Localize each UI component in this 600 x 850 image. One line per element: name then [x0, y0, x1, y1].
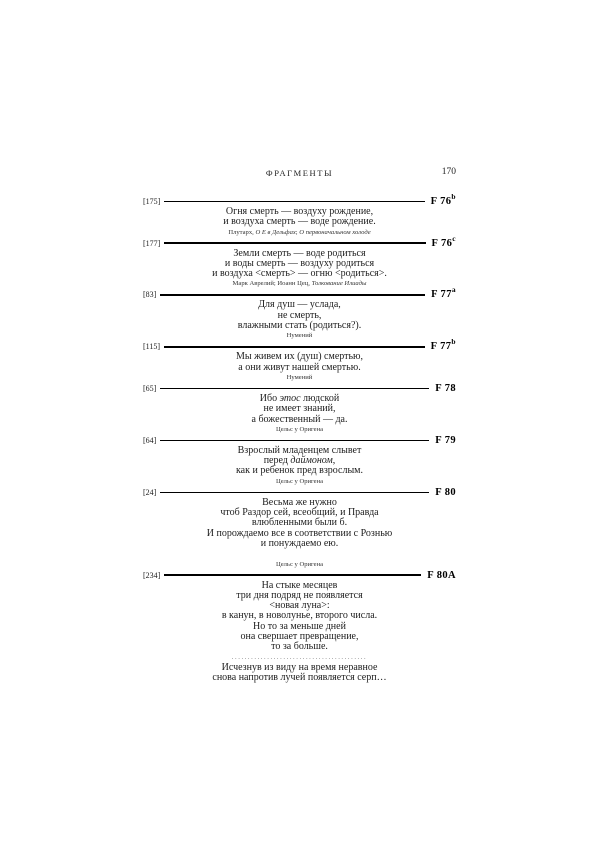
- fragment-header: [143, 285, 456, 301]
- fragment-header: [143, 436, 456, 445]
- fragment-text: [143, 446, 456, 477]
- fragment-line: а они живут нашей смертью.: [238, 361, 361, 373]
- page-title: ФРАГМЕНТЫ: [265, 168, 334, 178]
- fragment-rule: [164, 346, 425, 347]
- fragment-line: не имеет знаний,: [263, 403, 336, 415]
- fragment-rule: [164, 201, 424, 202]
- fragment-text: [143, 352, 456, 373]
- fragment-ref: [177]: [143, 238, 161, 248]
- fragment-line: и воздуха <смерть> — огню <родиться>.: [212, 268, 387, 280]
- fragment-line: чтоб Раздор сей, всеобщий, и Правда: [220, 507, 379, 519]
- running-header: [143, 168, 456, 178]
- fragment-header: [143, 337, 456, 353]
- page-content: [143, 168, 456, 684]
- fragment-source: Плутарх, О Е в Дельфах; О первоначальном холоде: [228, 228, 371, 236]
- fragment-ref: [24]: [143, 487, 157, 497]
- fragment-line: перед даймоном,: [263, 455, 336, 467]
- fragment-source: Цельс у Оригена: [275, 477, 324, 485]
- fragment-source: Нумений: [286, 332, 313, 340]
- fragment-line: как и ребенок пред взрослым.: [235, 465, 364, 477]
- fragment-line: в канун, в новолунье, второго числа.: [221, 610, 378, 622]
- fragment-ref: [64]: [143, 435, 157, 445]
- fragment: [143, 337, 456, 382]
- fragment-header: [143, 233, 456, 249]
- fragment-line: три дня подряд не появляется: [236, 589, 363, 601]
- fragment: [143, 436, 456, 486]
- fragment-ref: [115]: [143, 342, 161, 352]
- fragment-line: Ибо этос людской: [259, 392, 340, 404]
- fragment-line: влюбленными были б.: [251, 517, 348, 529]
- fragment-label: F 76$^b$: [430, 192, 456, 207]
- fragment-label: F 78: [435, 382, 456, 394]
- fragment: [143, 285, 456, 340]
- fragment-line: Взрослый младенцем слывет: [237, 444, 362, 456]
- fragment-source: Нумений: [286, 373, 313, 381]
- fragment-line: снова напротив лучей появляется серп…: [212, 672, 387, 684]
- fragment: [143, 384, 456, 434]
- fragment-line: Исчезнув из виду на время неравное: [221, 661, 378, 673]
- fragment-label: F 77$^a$: [431, 285, 456, 301]
- fragment-label: F 80A: [427, 569, 456, 581]
- fragment-line: [143, 549, 456, 559]
- fragment-ref: [65]: [143, 383, 157, 393]
- fragment-ref: [83]: [143, 290, 157, 300]
- fragment-line: не смерть,: [277, 309, 322, 321]
- fragment-line: Весьма же нужно: [262, 496, 337, 508]
- fragment-header: [143, 488, 456, 497]
- fragment-line: ..........................................: [231, 653, 368, 661]
- fragment-source: Марк Аврелий; Иоанн Цец, Толкование Илиады: [232, 280, 367, 288]
- fragment-ref: [175]: [143, 197, 161, 206]
- fragment-text: [143, 249, 456, 280]
- fragment-label: F 79: [435, 434, 456, 446]
- fragment-text: [143, 498, 456, 560]
- fragment-line: влажными стать (родиться?).: [237, 320, 362, 332]
- fragment: [143, 571, 456, 684]
- fragment-label: F 77$^b$: [430, 337, 456, 353]
- fragment-line: <новая луна>:: [269, 600, 330, 612]
- fragment-line: Но то за меньше дней: [253, 620, 346, 632]
- fragment-header: [143, 571, 456, 580]
- fragment-line: И порождаемо все в соответствии с Рознью: [206, 527, 393, 539]
- fragment-text: [143, 207, 456, 228]
- fragment-rule: [160, 294, 425, 295]
- fragment-line: и воды смерть — воздуху родиться: [224, 257, 375, 269]
- fragment: [143, 233, 456, 289]
- fragment-line: а божественный — да.: [251, 413, 348, 425]
- fragment-source: Цельс у Оригена: [275, 425, 324, 433]
- fragment-header: [143, 192, 456, 207]
- fragment-line: и понуждаемо ею.: [260, 537, 339, 549]
- fragment: [143, 488, 456, 569]
- fragment-source: Цельс у Оригена: [275, 560, 324, 568]
- fragment-header: [143, 384, 456, 393]
- fragment-label: F 76$^c$: [431, 233, 456, 249]
- fragment-line: На стыке месяцев: [261, 579, 338, 591]
- fragment-line: Для душ — услада,: [258, 299, 341, 311]
- fragment-ref: [234]: [143, 570, 161, 580]
- fragment-label: F 80: [435, 486, 456, 498]
- fragment-line: Земли смерть — воде родиться: [233, 247, 366, 259]
- fragment-text: [143, 581, 456, 684]
- fragment-rule: [160, 492, 429, 493]
- page-number: 170: [441, 167, 456, 177]
- fragment: [143, 192, 456, 237]
- fragment-text: [143, 300, 456, 331]
- fragment-line: она свершает превращение,: [240, 631, 359, 643]
- fragment-line: Мы живем их (душ) смертью,: [235, 351, 364, 363]
- fragment-line: и воздуха смерть — воде рождение.: [223, 216, 376, 228]
- fragment-rule: [160, 440, 429, 441]
- fragment-line: то за больше.: [271, 641, 328, 653]
- fragment-rule: [164, 242, 425, 243]
- fragment-rule: [164, 574, 421, 575]
- fragment-line: Огня смерть — воздуху рождение,: [225, 206, 374, 217]
- fragments-list: [143, 192, 456, 684]
- fragment-text: [143, 394, 456, 425]
- fragment-rule: [160, 388, 429, 389]
